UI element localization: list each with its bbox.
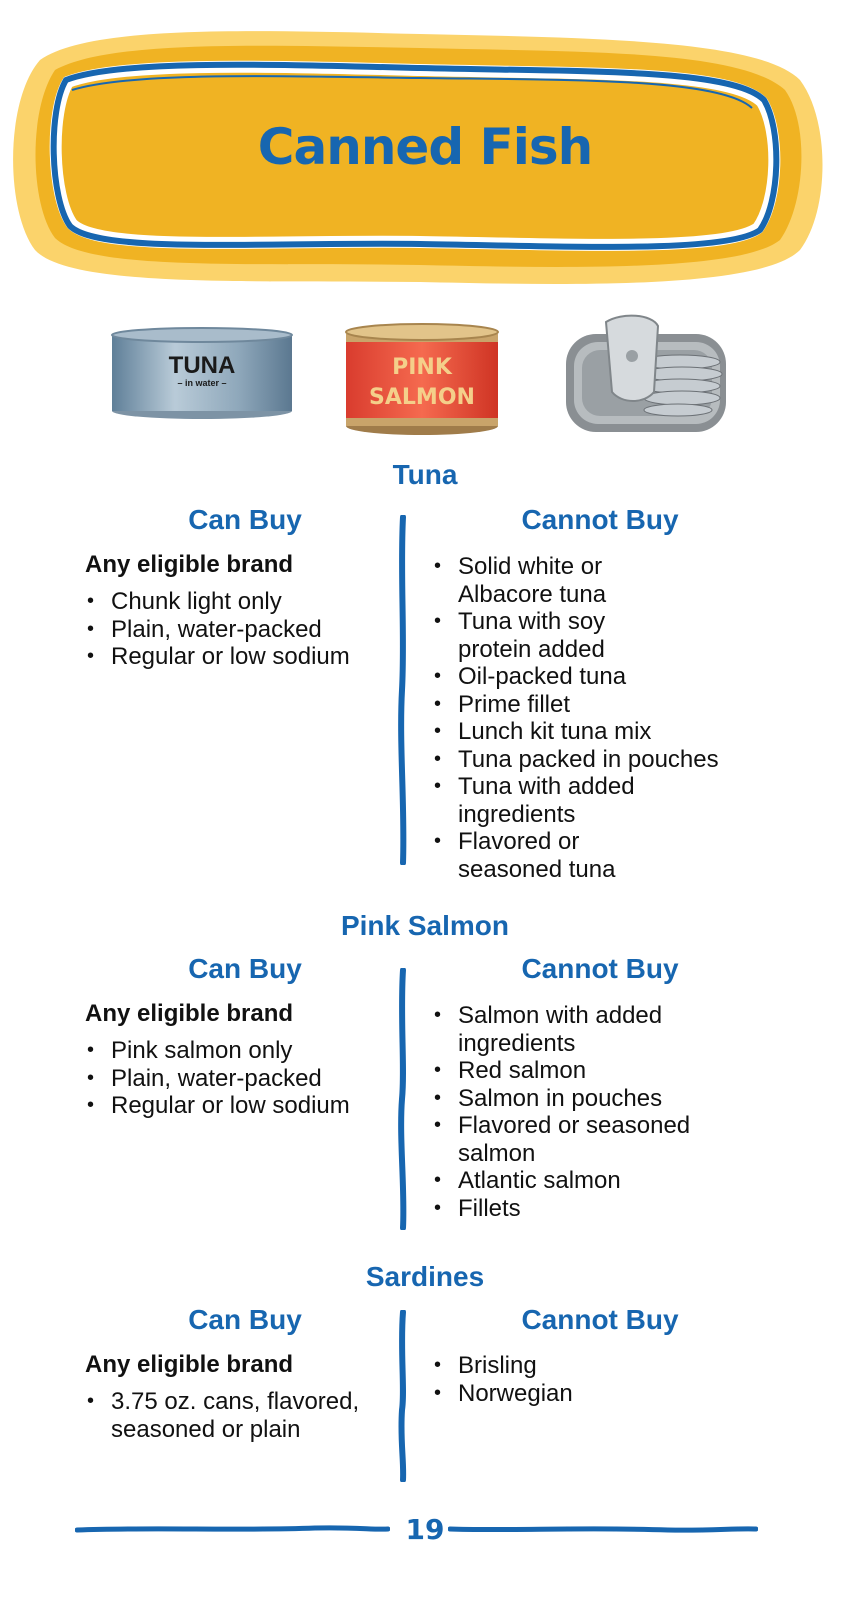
can-buy-list-sardines — [85, 1388, 385, 1443]
list-item: • Atlantic salmon — [432, 1167, 752, 1195]
list-item: • Red salmon — [432, 1057, 752, 1085]
brand-note-salmon: Any eligible brand — [85, 1000, 294, 1027]
footer-rule-left — [75, 1522, 390, 1536]
section-title-sardines: Sardines — [365, 1261, 485, 1292]
section-title-pink-salmon: Pink Salmon — [340, 910, 510, 941]
cannot-buy-heading-tuna: Cannot Buy — [521, 504, 679, 535]
list-item: • Prime fillet — [432, 691, 752, 719]
page-title: Canned Fish — [257, 118, 593, 176]
can-buy-heading-sardines: Can Buy — [188, 1304, 302, 1335]
list-item: • Norwegian — [432, 1380, 752, 1408]
salmon-can-sublabel: SALMON — [369, 385, 475, 410]
list-item: • Regular or low sodium — [85, 1092, 385, 1120]
brand-note-tuna: Any eligible brand — [85, 551, 294, 578]
cannot-buy-list-sardines — [432, 1352, 752, 1407]
sardine-tin-icon — [562, 312, 738, 438]
list-item: • Chunk light only — [85, 588, 385, 616]
tuna-can-label: TUNA — [168, 352, 236, 379]
can-buy-heading-tuna: Can Buy — [188, 504, 302, 535]
salmon-can-label: PINK — [392, 355, 452, 380]
cannot-buy-list-tuna — [432, 553, 752, 883]
brand-note-sardines: Any eligible brand — [85, 1351, 294, 1378]
list-item: • Flavored or seasoned tuna — [432, 828, 648, 883]
can-buy-heading-salmon: Can Buy — [188, 953, 302, 984]
column-divider — [396, 515, 410, 865]
list-item: • 3.75 oz. cans, flavored, seasoned or plain — [85, 1388, 381, 1443]
list-item: • Salmon in pouches — [432, 1085, 752, 1113]
cannot-buy-heading-sardines: Cannot Buy — [521, 1304, 679, 1335]
list-item: • Salmon with added ingredients — [432, 1002, 708, 1057]
list-item: • Pink salmon only — [85, 1037, 385, 1065]
cannot-buy-list-salmon — [432, 1002, 752, 1222]
section-title-tuna: Tuna — [392, 459, 458, 490]
list-item: • Oil-packed tuna — [432, 663, 752, 691]
can-buy-list-tuna — [85, 588, 385, 671]
list-item: • Brisling — [432, 1352, 752, 1380]
footer-rule-right — [448, 1522, 758, 1536]
tuna-can-image — [108, 325, 296, 425]
list-item: • Plain, water-packed — [85, 1065, 385, 1093]
list-item: • Regular or low sodium — [85, 643, 385, 671]
page-number: 19 — [405, 1513, 445, 1546]
list-item: • Plain, water-packed — [85, 616, 385, 644]
list-item: • Flavored or seasoned salmon — [432, 1112, 738, 1167]
list-item: • Tuna with added ingredients — [432, 773, 668, 828]
list-item: • Fillets — [432, 1195, 752, 1223]
cannot-buy-heading-salmon: Cannot Buy — [521, 953, 679, 984]
salmon-can-image — [340, 320, 504, 438]
list-item: • Solid white or Albacore tuna — [432, 553, 648, 608]
list-item: • Tuna with soy protein added — [432, 608, 638, 663]
can-buy-list-salmon — [85, 1037, 385, 1120]
list-item: • Tuna packed in pouches — [432, 746, 752, 774]
list-item: • Lunch kit tuna mix — [432, 718, 752, 746]
column-divider — [396, 968, 410, 1230]
column-divider — [396, 1310, 410, 1482]
tuna-can-sublabel: – in water – — [177, 378, 227, 388]
